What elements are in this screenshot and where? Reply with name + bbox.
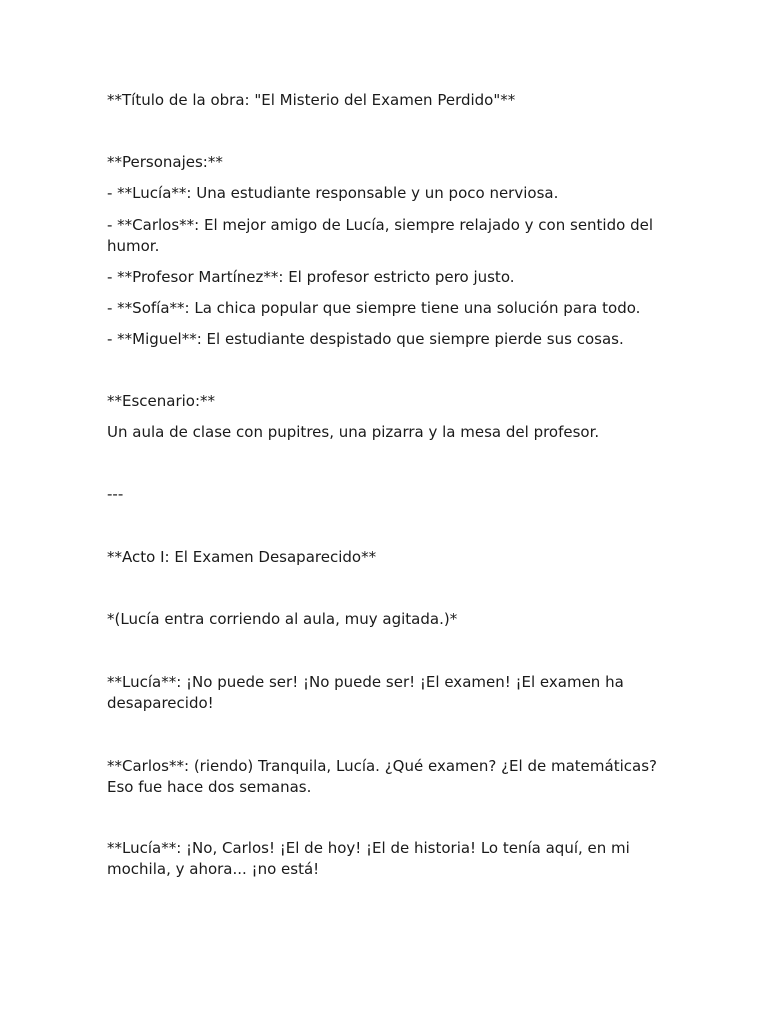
act-heading: **Acto I: El Examen Desaparecido**	[107, 548, 377, 566]
section-separator: ---	[107, 485, 124, 503]
character-item: - **Lucía**: Una estudiante responsable y un poco nerviosa.	[107, 184, 559, 202]
dialogue-line: **Carlos**: (riendo) Tranquila, Lucía. ¿Qué examen? ¿El de matemáticas? Eso fue hace dos semanas.	[107, 757, 657, 796]
characters-heading: **Personajes:**	[107, 153, 223, 171]
setting-heading: **Escenario:**	[107, 392, 216, 410]
character-item: - **Carlos**: El mejor amigo de Lucía, siempre relajado y con sentido del humor.	[107, 216, 653, 255]
character-item: - **Sofía**: La chica popular que siempre tiene una solución para todo.	[107, 299, 641, 317]
dialogue-line: **Lucía**: ¡No puede ser! ¡No puede ser! ¡El examen! ¡El examen ha desaparecido!	[107, 673, 624, 712]
setting-text: Un aula de clase con pupitres, una pizarra y la mesa del profesor.	[107, 423, 600, 441]
play-title: **Título de la obra: "El Misterio del Examen Perdido"**	[107, 91, 516, 109]
stage-direction: *(Lucía entra corriendo al aula, muy agitada.)*	[107, 610, 458, 628]
character-item: - **Profesor Martínez**: El profesor estricto pero justo.	[107, 268, 515, 286]
dialogue-line: **Lucía**: ¡No, Carlos! ¡El de hoy! ¡El de historia! Lo tenía aquí, en mi mochila, y ahora... ¡no está!	[107, 839, 630, 878]
character-item: - **Miguel**: El estudiante despistado que siempre pierde sus cosas.	[107, 330, 624, 348]
